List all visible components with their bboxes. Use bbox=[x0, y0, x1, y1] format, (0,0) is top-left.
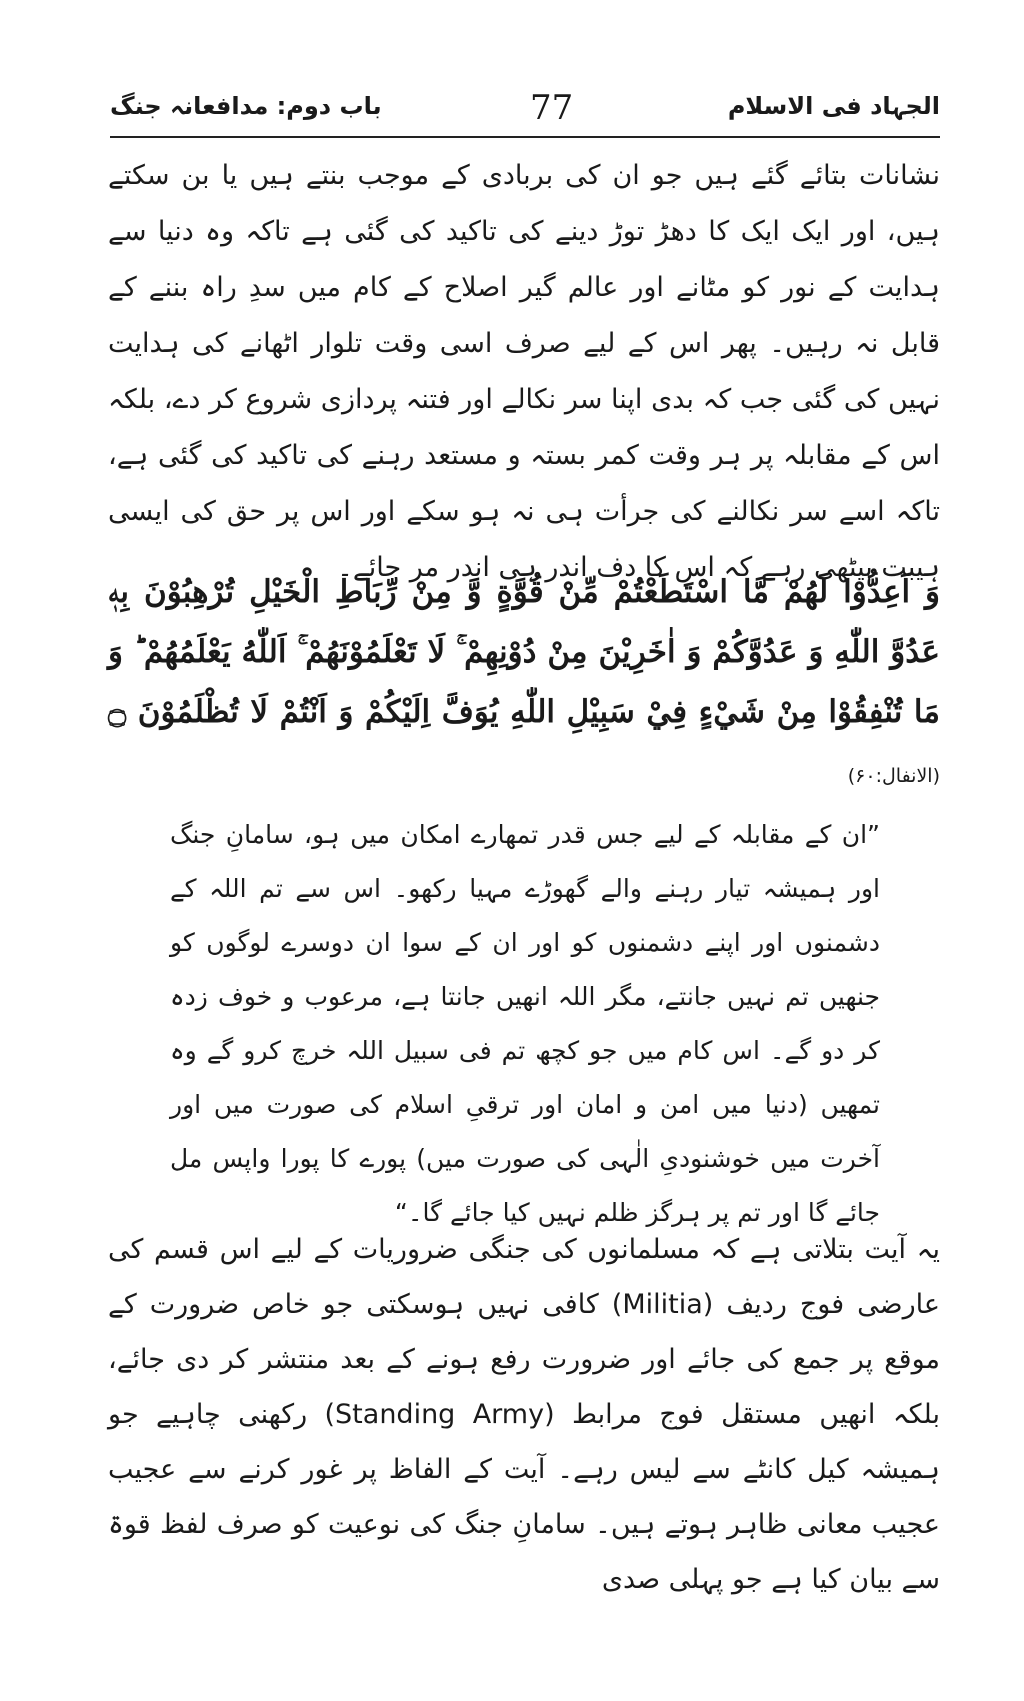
verse-text: وَ اَعِدُّوْا لَهُمْ مَّا اسْتَطَعْتُمْ مِّنْ قُوَّةٍ وَّ مِنْ رِّبَاطِ الْخَيْلِ تُرْهِبُوْنَ بِهٖ عَدُوَّ اللّٰهِ وَ عَدُوَّكُمْ وَ اٰخَرِيْنَ مِنْ دُوْنِهِمْ ۚ لَا تَعْلَمُوْنَهُمْ ۚ اَللّٰهُ يَعْلَمُهُمْ ؕ وَ مَا تُنْفِقُوْا مِنْ شَيْءٍ فِيْ سَبِيْلِ اللّٰهِ يُوَفَّ اِلَيْكُمْ وَ اَنْتُمْ لَا تُظْلَمُوْنَ ۝ bbox=[108, 574, 940, 730]
commentary-paragraph bbox=[108, 1222, 940, 1607]
running-header bbox=[110, 88, 940, 136]
quran-verse bbox=[108, 562, 940, 806]
translation-text: ”ان کے مقابلہ کے لیے جس قدر تمھارے امکان میں ہو، سامانِ جنگ اور ہمیشہ تیار رہنے والے گھوڑے مہیا رکھو۔ اس سے تم اللہ کے دشمنوں اور اپنے دشمنوں کو اور ان کے سوا ان دوسرے لوگوں کو جنھیں تم نہیں جانتے، مگر اللہ انھیں جانتا ہے، مرعوب و خوف زدہ کر دو گے۔ اس کام میں جو کچھ تم فی سبیل اللہ خرچ کرو گے وہ تمھیں (دنیا میں امن و امان اور ترقیِ اسلام کی صورت میں اور آخرت میں خوشنودیِ الٰہی کی صورت میں) پورے کا پورا واپس مل جائے گا اور تم پر ہرگز ظلم نہیں کیا جائے گا۔“ bbox=[170, 820, 880, 1227]
chapter-title: باب دوم: مدافعانہ جنگ bbox=[110, 92, 382, 120]
verse-translation bbox=[170, 808, 880, 1240]
body-paragraph bbox=[108, 148, 940, 596]
commentary-text: یہ آیت بتلاتی ہے کہ مسلمانوں کی جنگی ضروریات کے لیے اس قسم کی عارضی فوج ردیف (Militia) کافی نہیں ہوسکتی جو خاص ضرورت کے موقع پر جمع کی جائے اور ضرورت رفع ہونے کے بعد منتشر کر دی جائے، بلکہ انھیں مستقل فوج مرابط (Standing Army) رکھنی چاہیے جو ہمیشہ کیل کانٹے سے لیس رہے۔ آیت کے الفاظ پر غور کرنے سے عجیب عجیب معانی ظاہر ہوتے ہیں۔ سامانِ جنگ کی نوعیت کو صرف لفظ قوۃ سے بیان کیا ہے جو پہلی صدی bbox=[108, 1234, 941, 1595]
book-title: الجہاد فی الاسلام bbox=[727, 92, 940, 120]
verse-reference: (الانفال:۶۰) bbox=[847, 765, 940, 787]
page-number: 77 bbox=[530, 88, 574, 128]
header-divider bbox=[110, 136, 940, 138]
body-paragraph-text: نشانات بتائے گئے ہیں جو ان کی بربادی کے موجب بنتے ہیں یا بن سکتے ہیں، اور ایک ایک کا دھڑ توڑ دینے کی تاکید کی گئی ہے تاکہ وہ دنیا سے ہدایت کے نور کو مٹانے اور عالم گیر اصلاح کے کام میں سدِ راہ بننے کے قابل نہ رہیں۔ پھر اس کے لیے صرف اسی وقت تلوار اٹھانے کی ہدایت نہیں کی گئی جب کہ بدی اپنا سر نکالے اور فتنہ پردازی شروع کر دے، بلکہ اس کے مقابلہ پر ہر وقت کمر بستہ و مستعد رہنے کی تاکید کی گئی ہے، تاکہ اسے سر نکالنے کی جرأت ہی نہ ہو سکے اور اس پر حق کی ایسی ہیبت بیٹھی رہے کہ اس کا دف اندر ہی اندر مر جائے۔ bbox=[108, 160, 940, 583]
